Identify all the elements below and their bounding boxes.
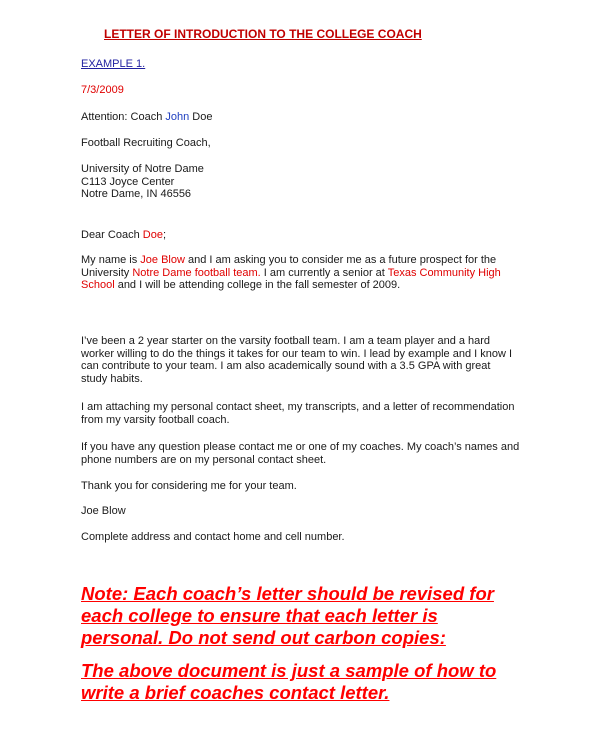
paragraph-attachments bbox=[81, 401, 551, 426]
closing-thanks: Thank you for considering me for your team. bbox=[81, 480, 297, 492]
paragraph-experience bbox=[81, 335, 551, 386]
paragraph-line bbox=[81, 279, 551, 292]
sample-note bbox=[81, 660, 581, 704]
address-line-2: C113 Joyce Center bbox=[81, 175, 175, 188]
salutation-name: Doe bbox=[142, 229, 163, 241]
note-line: each college to ensure that each letter is bbox=[81, 605, 438, 626]
paragraph-intro bbox=[81, 254, 551, 292]
note-line: The above document is just a sample of how to bbox=[81, 660, 497, 681]
text-segment: My name is bbox=[81, 254, 141, 266]
contact-instruction: Complete address and contact home and cell number. bbox=[81, 531, 345, 543]
note-line: personal. Do not send out carbon copies: bbox=[81, 627, 446, 648]
recruiting-title: Football Recruiting Coach, bbox=[81, 137, 211, 149]
signature-name: Joe Blow bbox=[81, 505, 126, 517]
paragraph-line: can contribute to your team. I am also academically sound with a 3.5 GPA with great bbox=[81, 360, 491, 373]
paragraph-line: I’ve been a 2 year starter on the varsity football team. I am a team player and a hard bbox=[81, 335, 491, 347]
text-segment: University bbox=[81, 266, 133, 279]
text-segment: and I am asking you to consider me as a future prospect for the bbox=[184, 254, 497, 266]
paragraph-line: study habits. bbox=[81, 373, 143, 386]
letter-title: LETTER OF INTRODUCTION TO THE COLLEGE COACH bbox=[104, 27, 422, 41]
note-line: write a brief coaches contact letter. bbox=[81, 682, 390, 703]
paragraph-contact bbox=[81, 441, 551, 466]
paragraph-line bbox=[81, 254, 551, 267]
note-line: Note: Each coach’s letter should be revised for bbox=[81, 583, 494, 604]
paragraph-line: worker willing to do the things it takes for our team to win. I lead by example and I know I bbox=[81, 347, 513, 360]
applicant-name: Joe Blow bbox=[140, 254, 185, 266]
coach-first-name: John bbox=[165, 111, 190, 123]
school-name-cont: School bbox=[81, 279, 115, 292]
text-segment: I am currently a senior at bbox=[260, 266, 388, 279]
example-label: EXAMPLE 1. bbox=[81, 58, 146, 70]
paragraph-line: I am attaching my personal contact sheet, my transcripts, and a letter of recommendation bbox=[81, 401, 515, 413]
paragraph-line: If you have any question please contact me or one of my coaches. My coach’s names and bbox=[81, 441, 520, 453]
revision-note bbox=[81, 583, 581, 649]
paragraph-line: phone numbers are on my personal contact sheet. bbox=[81, 453, 327, 466]
attention-line bbox=[81, 111, 551, 124]
address-line-1: University of Notre Dame bbox=[81, 163, 204, 175]
salutation-prefix: Dear Coach bbox=[81, 229, 143, 241]
paragraph-line bbox=[81, 267, 551, 280]
text-segment: and I will be attending college in the fall semester of 2009. bbox=[114, 279, 401, 292]
paragraph-line: from my varsity football coach. bbox=[81, 413, 230, 426]
address-block bbox=[81, 163, 551, 201]
address-line-3: Notre Dame, IN 46556 bbox=[81, 188, 192, 201]
team-name: Notre Dame football team. bbox=[132, 266, 261, 279]
coach-last-name: Doe bbox=[189, 111, 213, 123]
letter-date: 7/3/2009 bbox=[81, 84, 124, 96]
school-name: Texas Community High bbox=[387, 266, 501, 279]
salutation-suffix: ; bbox=[162, 229, 167, 241]
salutation bbox=[81, 229, 551, 242]
attention-prefix: Attention: Coach bbox=[81, 111, 166, 123]
